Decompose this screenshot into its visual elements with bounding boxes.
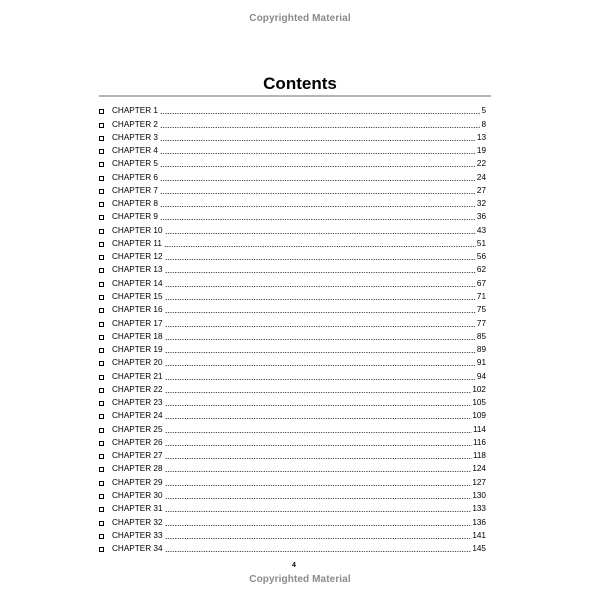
toc-entry-label: CHAPTER 7 bbox=[112, 185, 158, 195]
checkbox-icon bbox=[99, 348, 104, 353]
toc-entry[interactable] bbox=[99, 143, 486, 156]
checkbox-icon bbox=[99, 414, 104, 419]
checkbox-icon bbox=[99, 335, 104, 340]
toc-entry-label: CHAPTER 3 bbox=[112, 132, 158, 142]
toc-entry-page: 8 bbox=[481, 119, 486, 129]
dot-leader bbox=[165, 286, 476, 287]
dot-leader bbox=[165, 445, 472, 446]
toc-entry[interactable] bbox=[99, 169, 486, 182]
toc-entry-label: CHAPTER 15 bbox=[112, 291, 163, 301]
toc-entry-label: CHAPTER 25 bbox=[112, 424, 163, 434]
dot-leader bbox=[160, 113, 480, 114]
checkbox-icon bbox=[99, 534, 104, 539]
toc-entry[interactable] bbox=[99, 395, 486, 408]
checkbox-icon bbox=[99, 441, 104, 446]
toc-entry-label: CHAPTER 24 bbox=[112, 411, 163, 421]
toc-entry-label: CHAPTER 33 bbox=[112, 530, 163, 540]
toc-entry[interactable] bbox=[99, 222, 486, 235]
toc-entry-page: 56 bbox=[476, 252, 486, 262]
checkbox-icon bbox=[99, 375, 104, 380]
checkbox-icon bbox=[99, 361, 104, 366]
toc-entry[interactable] bbox=[99, 355, 486, 368]
checkbox-icon bbox=[99, 176, 104, 181]
dot-leader bbox=[160, 127, 480, 128]
toc-entry-label: CHAPTER 17 bbox=[112, 318, 163, 328]
toc-entry[interactable] bbox=[99, 382, 486, 395]
dot-leader bbox=[165, 233, 476, 234]
dot-leader bbox=[165, 538, 472, 539]
toc-entry-page: 32 bbox=[476, 199, 486, 209]
dot-leader bbox=[165, 339, 476, 340]
dot-leader bbox=[165, 432, 472, 433]
toc-entry-page: 71 bbox=[476, 291, 486, 301]
toc-entry-page: 105 bbox=[472, 398, 486, 408]
toc-entry-label: CHAPTER 2 bbox=[112, 119, 158, 129]
dot-leader bbox=[160, 166, 476, 167]
toc-entry-label: CHAPTER 1 bbox=[112, 106, 158, 116]
toc-entry-page: 136 bbox=[472, 517, 486, 527]
checkbox-icon bbox=[99, 268, 104, 273]
toc-entry-page: 127 bbox=[472, 477, 486, 487]
toc-entry[interactable] bbox=[99, 421, 486, 434]
checkbox-icon bbox=[99, 481, 104, 486]
toc-entry[interactable] bbox=[99, 156, 486, 169]
toc-entry-label: CHAPTER 31 bbox=[112, 504, 163, 514]
toc-entry[interactable] bbox=[99, 302, 486, 315]
toc-entry-label: CHAPTER 19 bbox=[112, 345, 163, 355]
toc-entry-page: 24 bbox=[476, 172, 486, 182]
checkbox-icon bbox=[99, 428, 104, 433]
toc-entry[interactable] bbox=[99, 183, 486, 196]
checkbox-icon bbox=[99, 282, 104, 287]
checkbox-icon bbox=[99, 242, 104, 247]
checkbox-icon bbox=[99, 162, 104, 167]
table-of-contents bbox=[99, 103, 486, 554]
toc-entry[interactable] bbox=[99, 488, 486, 501]
checkbox-icon bbox=[99, 255, 104, 260]
toc-entry-page: 62 bbox=[476, 265, 486, 275]
checkbox-icon bbox=[99, 454, 104, 459]
toc-entry-label: CHAPTER 21 bbox=[112, 371, 163, 381]
checkbox-icon bbox=[99, 547, 104, 552]
dot-leader bbox=[165, 392, 472, 393]
toc-entry-label: CHAPTER 32 bbox=[112, 517, 163, 527]
toc-entry-label: CHAPTER 22 bbox=[112, 384, 163, 394]
checkbox-icon bbox=[99, 388, 104, 393]
dot-leader bbox=[165, 498, 472, 499]
toc-entry-page: 130 bbox=[472, 490, 486, 500]
checkbox-icon bbox=[99, 295, 104, 300]
dot-leader bbox=[165, 525, 472, 526]
toc-entry[interactable] bbox=[99, 196, 486, 209]
toc-entry[interactable] bbox=[99, 116, 486, 129]
toc-entry[interactable] bbox=[99, 275, 486, 288]
toc-entry[interactable] bbox=[99, 541, 486, 554]
dot-leader bbox=[160, 193, 476, 194]
toc-entry-page: 85 bbox=[476, 331, 486, 341]
toc-entry-label: CHAPTER 20 bbox=[112, 358, 163, 368]
dot-leader bbox=[165, 365, 476, 366]
toc-entry[interactable] bbox=[99, 474, 486, 487]
toc-entry-page: 51 bbox=[476, 238, 486, 248]
toc-entry-label: CHAPTER 28 bbox=[112, 464, 163, 474]
toc-entry-page: 36 bbox=[476, 212, 486, 222]
checkbox-icon bbox=[99, 109, 104, 114]
checkbox-icon bbox=[99, 467, 104, 472]
dot-leader bbox=[165, 418, 472, 419]
toc-entry-label: CHAPTER 29 bbox=[112, 477, 163, 487]
page-number: 4 bbox=[292, 562, 296, 569]
page-title: Contents bbox=[263, 74, 337, 93]
dot-leader bbox=[165, 405, 472, 406]
checkbox-icon bbox=[99, 507, 104, 512]
checkbox-icon bbox=[99, 202, 104, 207]
toc-entry[interactable] bbox=[99, 236, 486, 249]
toc-entry-label: CHAPTER 4 bbox=[112, 146, 158, 156]
dot-leader bbox=[165, 551, 472, 552]
toc-entry-label: CHAPTER 8 bbox=[112, 199, 158, 209]
checkbox-icon bbox=[99, 308, 104, 313]
toc-entry-page: 141 bbox=[472, 530, 486, 540]
toc-entry[interactable] bbox=[99, 209, 486, 222]
dot-leader bbox=[165, 471, 472, 472]
toc-entry[interactable] bbox=[99, 329, 486, 342]
toc-entry[interactable] bbox=[99, 448, 486, 461]
toc-entry-page: 94 bbox=[476, 371, 486, 381]
toc-entry-page: 118 bbox=[472, 451, 486, 461]
toc-entry-page: 43 bbox=[476, 225, 486, 235]
toc-entry-label: CHAPTER 30 bbox=[112, 490, 163, 500]
toc-entry-label: CHAPTER 6 bbox=[112, 172, 158, 182]
toc-entry-page: 27 bbox=[476, 185, 486, 195]
toc-entry-label: CHAPTER 23 bbox=[112, 398, 163, 408]
dot-leader bbox=[165, 259, 476, 260]
toc-entry-label: CHAPTER 27 bbox=[112, 451, 163, 461]
toc-entry-page: 19 bbox=[476, 146, 486, 156]
dot-leader bbox=[160, 140, 476, 141]
toc-entry-page: 5 bbox=[481, 106, 486, 116]
dot-leader bbox=[165, 485, 472, 486]
toc-entry-page: 109 bbox=[472, 411, 486, 421]
dot-leader bbox=[165, 312, 476, 313]
toc-entry[interactable] bbox=[99, 130, 486, 143]
checkbox-icon bbox=[99, 189, 104, 194]
toc-entry[interactable] bbox=[99, 249, 486, 262]
watermark-bottom: Copyrighted Material bbox=[249, 574, 351, 585]
toc-entry-page: 75 bbox=[476, 305, 486, 315]
toc-entry-label: CHAPTER 26 bbox=[112, 437, 163, 447]
dot-leader bbox=[165, 299, 476, 300]
toc-entry-label: CHAPTER 11 bbox=[112, 238, 162, 248]
dot-leader bbox=[165, 352, 476, 353]
toc-entry[interactable] bbox=[99, 514, 486, 527]
checkbox-icon bbox=[99, 322, 104, 327]
checkbox-icon bbox=[99, 401, 104, 406]
checkbox-icon bbox=[99, 149, 104, 154]
toc-entry-label: CHAPTER 16 bbox=[112, 305, 163, 315]
dot-leader bbox=[165, 458, 472, 459]
toc-entry-label: CHAPTER 9 bbox=[112, 212, 158, 222]
checkbox-icon bbox=[99, 521, 104, 526]
toc-entry[interactable] bbox=[99, 368, 486, 381]
toc-entry-page: 67 bbox=[476, 278, 486, 288]
toc-entry[interactable] bbox=[99, 342, 486, 355]
toc-entry-page: 114 bbox=[472, 424, 486, 434]
dot-leader bbox=[160, 206, 476, 207]
toc-entry[interactable] bbox=[99, 103, 486, 116]
checkbox-icon bbox=[99, 136, 104, 141]
toc-entry[interactable] bbox=[99, 528, 486, 541]
toc-entry-page: 124 bbox=[472, 464, 486, 474]
dot-leader bbox=[165, 326, 476, 327]
toc-entry[interactable] bbox=[99, 461, 486, 474]
dot-leader bbox=[164, 246, 476, 247]
toc-entry-page: 89 bbox=[476, 345, 486, 355]
dot-leader bbox=[165, 511, 472, 512]
toc-entry-label: CHAPTER 12 bbox=[112, 252, 163, 262]
toc-entry-label: CHAPTER 10 bbox=[112, 225, 163, 235]
toc-entry-label: CHAPTER 14 bbox=[112, 278, 163, 288]
toc-entry-page: 102 bbox=[472, 384, 486, 394]
title-divider bbox=[99, 95, 491, 97]
toc-entry[interactable] bbox=[99, 262, 486, 275]
toc-entry-page: 133 bbox=[472, 504, 486, 514]
toc-entry-page: 91 bbox=[476, 358, 486, 368]
watermark-top: Copyrighted Material bbox=[249, 13, 351, 24]
checkbox-icon bbox=[99, 215, 104, 220]
dot-leader bbox=[165, 379, 476, 380]
toc-entry-label: CHAPTER 34 bbox=[112, 544, 163, 554]
toc-entry-page: 13 bbox=[476, 132, 486, 142]
toc-entry[interactable] bbox=[99, 315, 486, 328]
toc-entry-page: 145 bbox=[472, 544, 486, 554]
dot-leader bbox=[160, 219, 476, 220]
toc-entry[interactable] bbox=[99, 435, 486, 448]
dot-leader bbox=[160, 180, 476, 181]
toc-entry-page: 77 bbox=[476, 318, 486, 328]
toc-entry-label: CHAPTER 18 bbox=[112, 331, 163, 341]
toc-entry[interactable] bbox=[99, 501, 486, 514]
dot-leader bbox=[160, 153, 476, 154]
toc-entry-label: CHAPTER 13 bbox=[112, 265, 163, 275]
toc-entry-page: 22 bbox=[476, 159, 486, 169]
toc-entry-page: 116 bbox=[472, 437, 486, 447]
checkbox-icon bbox=[99, 229, 104, 234]
toc-entry[interactable] bbox=[99, 408, 486, 421]
toc-entry[interactable] bbox=[99, 289, 486, 302]
toc-entry-label: CHAPTER 5 bbox=[112, 159, 158, 169]
checkbox-icon bbox=[99, 494, 104, 499]
checkbox-icon bbox=[99, 123, 104, 128]
dot-leader bbox=[165, 272, 476, 273]
